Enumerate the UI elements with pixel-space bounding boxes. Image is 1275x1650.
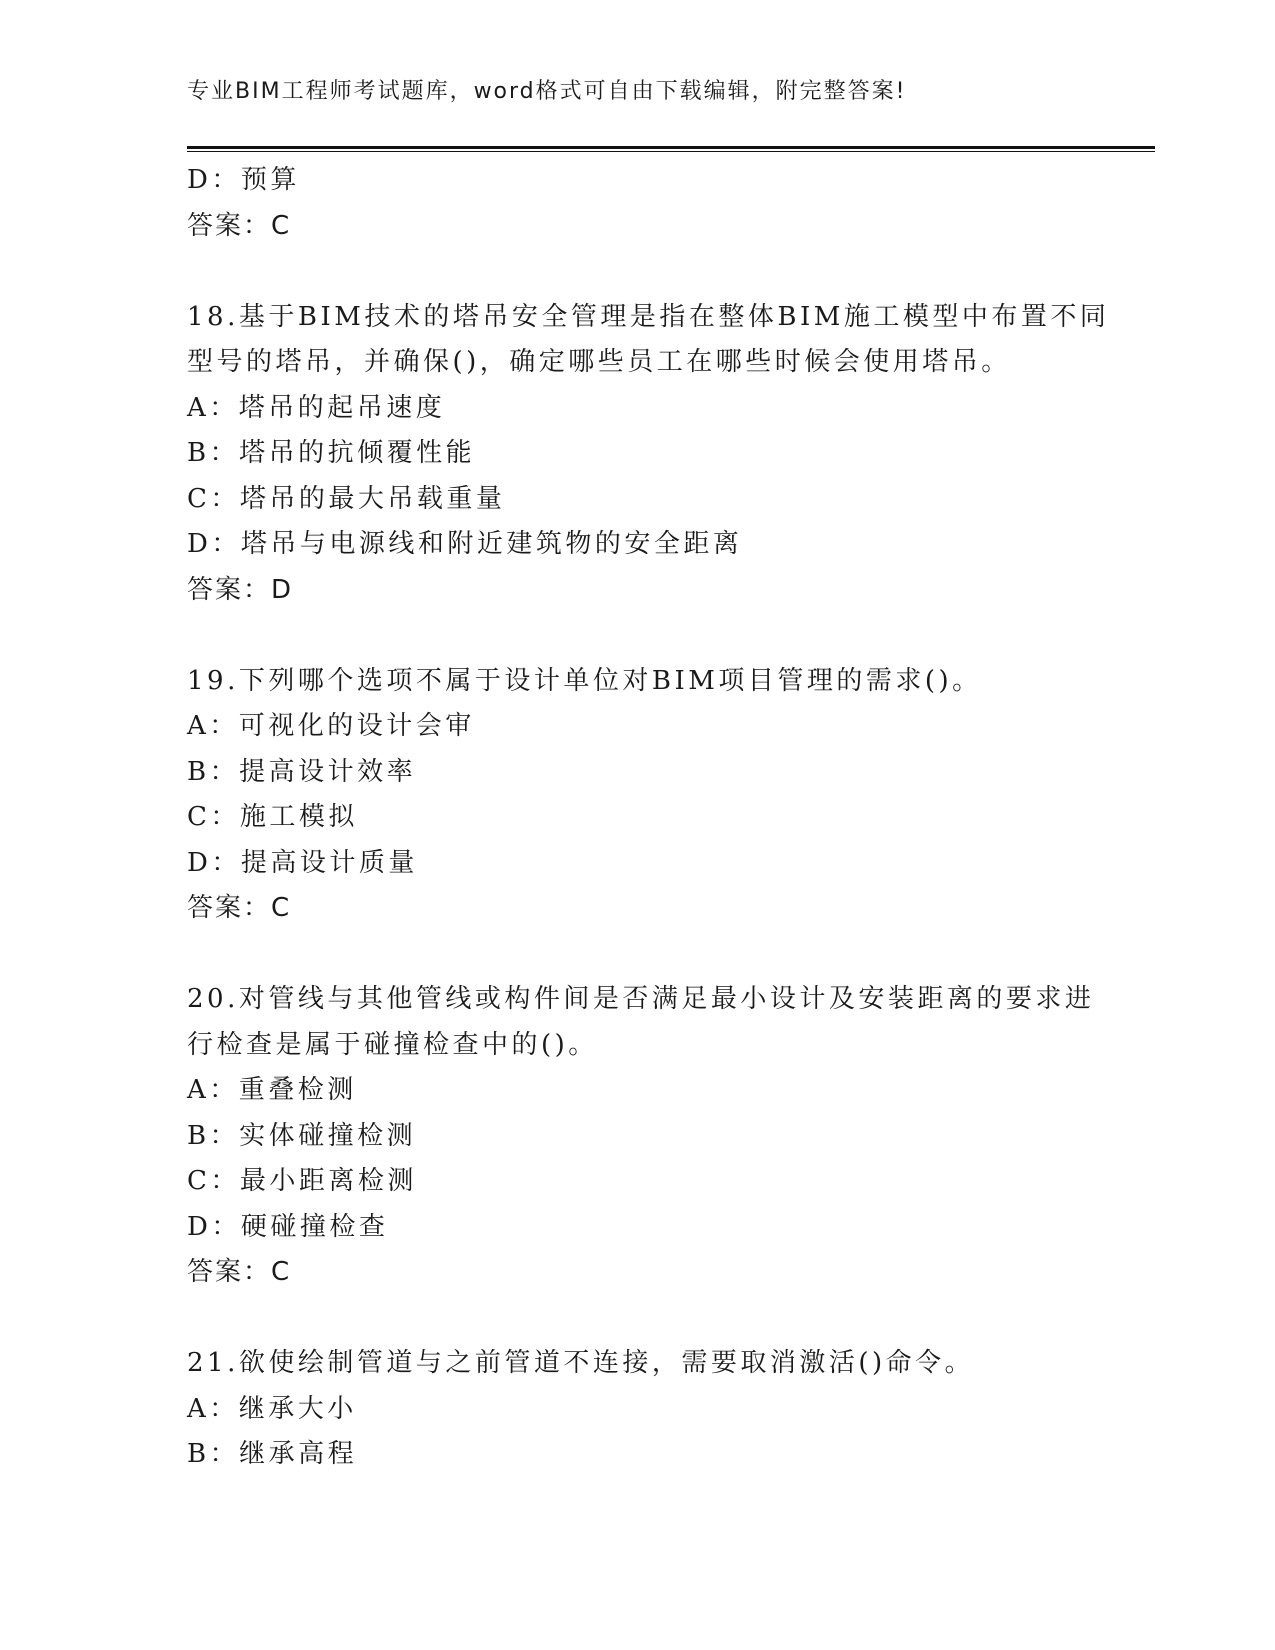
question-18-line-1: 18.基于BIM技术的塔吊安全管理是指在整体BIM施工模型中布置不同	[187, 301, 1110, 332]
question-19-option-d: D：提高设计质量	[187, 847, 418, 878]
header-rule-thick	[187, 146, 1155, 149]
header-rule-thin	[187, 151, 1155, 152]
question-18-line-2: 型号的塔吊，并确保()，确定哪些员工在哪些时候会使用塔吊。	[187, 347, 1011, 377]
question-21-line-1: 21.欲使绘制管道与之前管道不连接，需要取消激活()命令。	[187, 1348, 975, 1378]
question-18-option-a: A：塔吊的起吊速度	[187, 392, 446, 423]
question-20-option-b: B：实体碰撞检测	[187, 1120, 417, 1151]
question-19-option-b: B：提高设计效率	[187, 756, 417, 787]
question-20-option-d: D：硬碰撞检查	[187, 1211, 389, 1242]
answer: 答案：C	[187, 210, 292, 241]
document-body	[187, 158, 1110, 1478]
question-18-option-b: B：塔吊的抗倾覆性能	[187, 438, 476, 468]
option-d: D：预算	[187, 165, 300, 195]
question-18-answer: 答案：D	[187, 574, 294, 605]
question-19-option-a: A：可视化的设计会审	[187, 711, 475, 741]
question-21-option-a: A：继承大小	[187, 1393, 357, 1424]
question-19-answer: 答案：C	[187, 893, 292, 923]
question-19-option-c: C：施工模拟	[187, 802, 358, 832]
question-21-option-b: B：继承高程	[187, 1439, 358, 1469]
question-20-line-1: 20.对管线与其他管线或构件间是否满足最小设计及安装距离的要求进	[187, 984, 1095, 1014]
question-19-line-1: 19.下列哪个选项不属于设计单位对BIM项目管理的需求()。	[187, 665, 982, 696]
page-header: 专业BIM工程师考试题库，word格式可自由下载编辑，附完整答案!	[187, 79, 907, 104]
question-18-option-d: D：塔吊与电源线和附近建筑物的安全距离	[187, 529, 743, 559]
question-20-answer: 答案：C	[187, 1257, 292, 1287]
question-20-option-a: A：重叠检测	[187, 1075, 357, 1105]
question-20-line-2: 行检查是属于碰撞检查中的()。	[187, 1029, 598, 1060]
question-18-option-c: C：塔吊的最大吊载重量	[187, 483, 506, 514]
question-20-option-c: C：最小距离检测	[187, 1166, 417, 1196]
